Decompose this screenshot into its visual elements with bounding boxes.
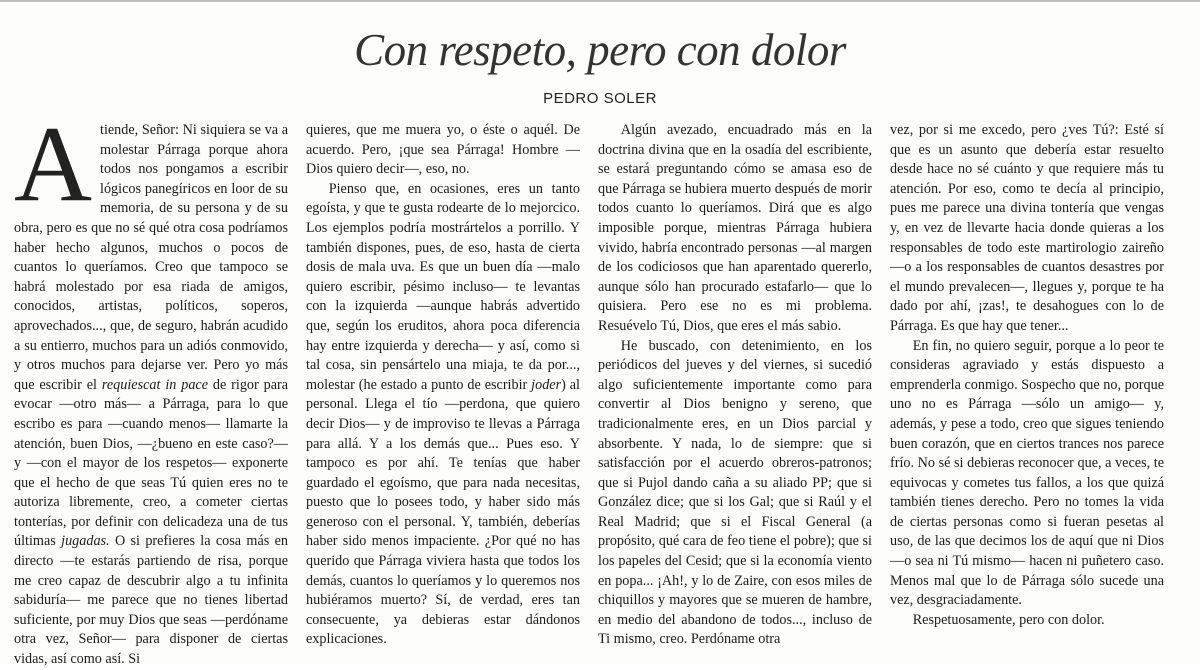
paragraph: vez, por si me excedo, pero ¿ves Tú?: Esté sí que es un asunto que debería estar resuelto desde hace no sé cuánto y que requiere más tu atención. Por eso, como te decía al principio, pues me parece una divina tontería que vengas y, en vez de llevarte hacia donde quieras a los responsables de todo este martirologio zaireño —o a los responsables de cuantos desastres por el mundo prevalecen—, llegues y, porque te ha dado por ahí, ¡zas!, te desahogues con lo de Párraga. Es que hay que tener...: [890, 122, 1164, 334]
column-1: [14, 105, 289, 670]
drop-cap: A: [14, 105, 92, 224]
article-title: Con respeto, pero con dolor: [354, 25, 846, 75]
column-2: [306, 121, 580, 670]
paragraph: [14, 105, 289, 670]
closing-line: Respetuosamente, pero con dolor.: [912, 611, 1105, 628]
text-run: ) al personal. Llega el tío —perdona, que quiero decir Dios— y de improviso te llevas a Párraga para allá. Y a los demás que... Pues eso. Y tampoco es por ahí. Te tenías que haber guardado el egoísmo, que para nada necesitas, puesto que lo posees todo, y haber sido más generoso con el personal. Y, también, deberías haber sido menos impaciente. ¿Por qué no has querido que Párraga viviera hasta que todos los demás, cuantos lo queríamos y lo queremos nos hubiéramos muerto? Sí, de verdad, eres tan consecuente, ya debieras estar dándonos explicaciones.: [306, 376, 581, 648]
italic-phrase: jugadas.: [61, 533, 110, 550]
text-run: tiende, Señor: Ni siquiera se va a molestar Párraga porque ahora todos nos pongamos a escribir lógicos panegíricos en loor de su memoria, de su persona y de su obra, pero es que no sé qué otra cosa podríamos haber hecho algunos, muchos o pocos de cuantos lo queríamos. Creo que tampoco se habrá molestado por esa riada de amigos, conocidos, artistas, políticos, soperos, aprovechados..., que, de seguro, habrán acudido a su entierro, muchos para un adiós conmovido, y otros muchos para dejarse ver. Pero yo más que escribir el: [14, 122, 288, 393]
italic-phrase: joder: [531, 376, 562, 393]
column-4: [890, 121, 1164, 670]
paragraph: [306, 180, 580, 650]
text-run: Pienso que, en ocasiones, eres un tanto egoísta, y que te gusta rodearte de lo mejorcico. Los ejemplos podría mostrártelos a porrillo. Y también dispones, pues, de eso, hasta de cierta dosis de mala uva. Es que un buen día —malo quiero escribir, pésimo incluso— te levantas con la izquierda —aunque habrás advertido que, según los eruditos, ahora poca diferencia hay entre izquierda y derecha— y así, como si tal cosa, sin pensártelo una miaja, te da por..., molestar (he estado a punto de escribir: [306, 180, 580, 393]
paragraph: En fin, no quiero seguir, porque a lo peor te consideras agraviado y estás dispuesto a emprenderla conmigo. Sospecho que no, porque uno no es Párraga —sólo un amigo— y, además, y pese a todo, creo que sigues teniendo buen corazón, que en ciertos trances nos parece frío. No sé si debieras reconocer que, a veces, te equivocas y cometes tus fallos, a los que quizá también tienes derecho. Pero no tomes la vida de ciertas personas como si fueran pesetas al uso, de las que decimos los de aquí que ni Dios —o sea ni Tú mismo— hacen ni puñetero caso. Menos mal que lo de Párraga sólo sucede una vez, desgraciadamente.: [890, 337, 1164, 609]
text-run: O si prefieres la cosa más en directo —te estarás partiendo de risa, porque me creo capaz de descubrir algo a tu infinita sabiduría— me parece que no tienes libertad suficiente, por muy Dios que seas —perdóname otra vez, Señor— para disponer de ciertas vidas, así como así. Si: [14, 533, 289, 668]
author-byline: PEDRO SOLER: [543, 90, 657, 107]
text-run: de rigor para evocar —otro más— a Párraga, para lo que escribo es para —cuando menos— llamarte la atención, buen Dios, —¿bueno en este caso?— y —con el mayor de los respetos— exponerte que el hecho de que seas Tú quien eres no te autoriza libremente, creo, a cometer ciertas tonterías, por definir con delicadeza una de tus últimas: [14, 376, 289, 550]
italic-phrase: requiescat in pace: [101, 376, 209, 393]
paragraph: Algún avezado, encuadrado más en la doctrina divina que en la osadía del escribiente, se estará preguntando cómo se amasa eso de que Párraga se hubiera muerto después de morir todos cuanto lo queríamos. Dirá que es algo imposible porque, mientras Párraga hubiera vivido, habría encontrado personas —al margen de los codiciosos que han aparentado quererlo, aunque sólo han procurado estafarlo— que lo quisiera. Pero ese no es mi problema. Resuévelo Tú, Dios, que eres el más sabio.: [598, 122, 872, 334]
column-3: [598, 121, 872, 670]
paragraph: quieres, que me muera yo, o éste o aquél. De acuerdo. Pero, ¡que sea Párraga! Hombre —Dios quiero decir—, eso, no.: [306, 122, 580, 178]
paragraph: He buscado, con detenimiento, en los periódicos del jueves y del viernes, si sucedió algo suficientemente importante como para convertir al Dios benigno y sereno, que tradicionalmente eres, en un Dios parcial y absorbente. Y nada, lo de siempre: que si satisfacción por el acuerdo obreros-patronos; que si Pujol dando caña a su aliado PP; que si González dice; que si los Gal; que si Raúl y el Real Madrid; que si el Fiscal General (a propósito, qué cara de feo tiene el pobre); que si los papeles del Cesid; que si la economía viento en popa... ¡Ah!, y lo de Zaire, con esos miles de chiquillos y mayores que se mueren de hambre, en medio del abandono de todos..., incluso de Ti mismo, creo. Perdóname otra: [598, 337, 872, 648]
article-body: [14, 105, 1164, 668]
